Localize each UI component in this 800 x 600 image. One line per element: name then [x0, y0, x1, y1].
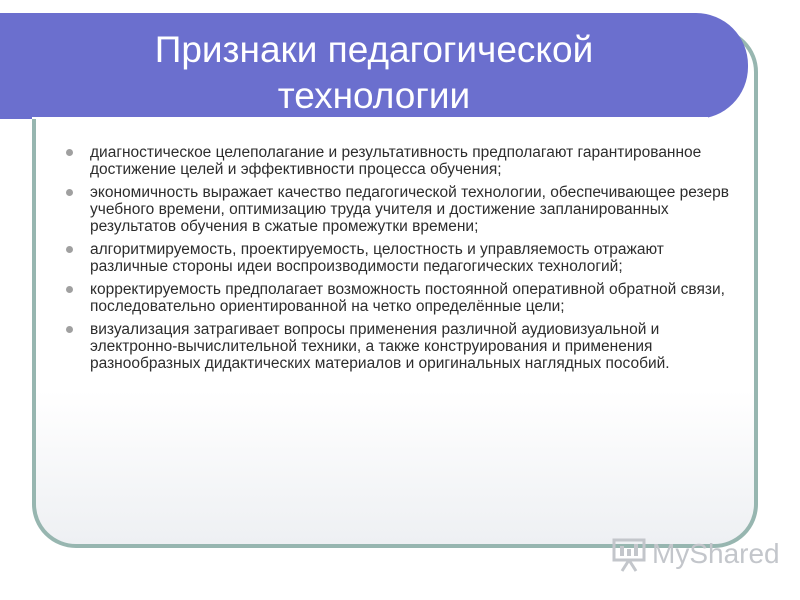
bullet-icon	[66, 149, 73, 156]
list-item-text: экономичность выражает качество педагогической технологии, обеспечивающее резерв учебного времени, оптимизацию труда учителя и достижение запланированных результатов обучения в сжатые промежутки времени;	[90, 184, 729, 235]
presentation-board-icon	[610, 534, 650, 574]
slide-title	[0, 27, 748, 119]
list-item-text: алгоритмируемость, проектируемость, целостность и управляемость отражают различные стороны идеи воспроизводимости педагогических технологий;	[90, 241, 664, 275]
list-item	[66, 321, 738, 372]
bullet-icon	[66, 246, 73, 253]
list-item-text: корректируемость предполагает возможность постоянной оперативной обратной связи, последовательно ориентированной на четко определённые цели;	[90, 281, 725, 315]
bullet-icon	[66, 189, 73, 196]
list-item-text: диагностическое целеполагание и результативность предполагают гарантированное достижение целей и эффективности процесса обучения;	[90, 144, 702, 178]
list-item	[66, 241, 738, 275]
list-item	[66, 281, 738, 315]
watermark-logo	[610, 534, 780, 574]
bullet-icon	[66, 326, 73, 333]
title-underline	[32, 117, 708, 119]
bullet-list	[66, 144, 738, 378]
slide-title-line-2: технологии	[277, 75, 471, 116]
list-item-text: визуализация затрагивает вопросы применения различной аудиовизуальной и электронно-вычислительной техники, а также конструирования и применения разнообразных дидактических материалов и оригинальных наглядных пособий.	[90, 321, 670, 372]
bullet-icon	[66, 286, 73, 293]
list-item	[66, 184, 738, 235]
watermark-text: MyShared	[652, 538, 780, 569]
title-bar	[0, 13, 748, 119]
list-item	[66, 144, 738, 178]
slide-title-line-1: Признаки педагогической	[154, 29, 594, 70]
